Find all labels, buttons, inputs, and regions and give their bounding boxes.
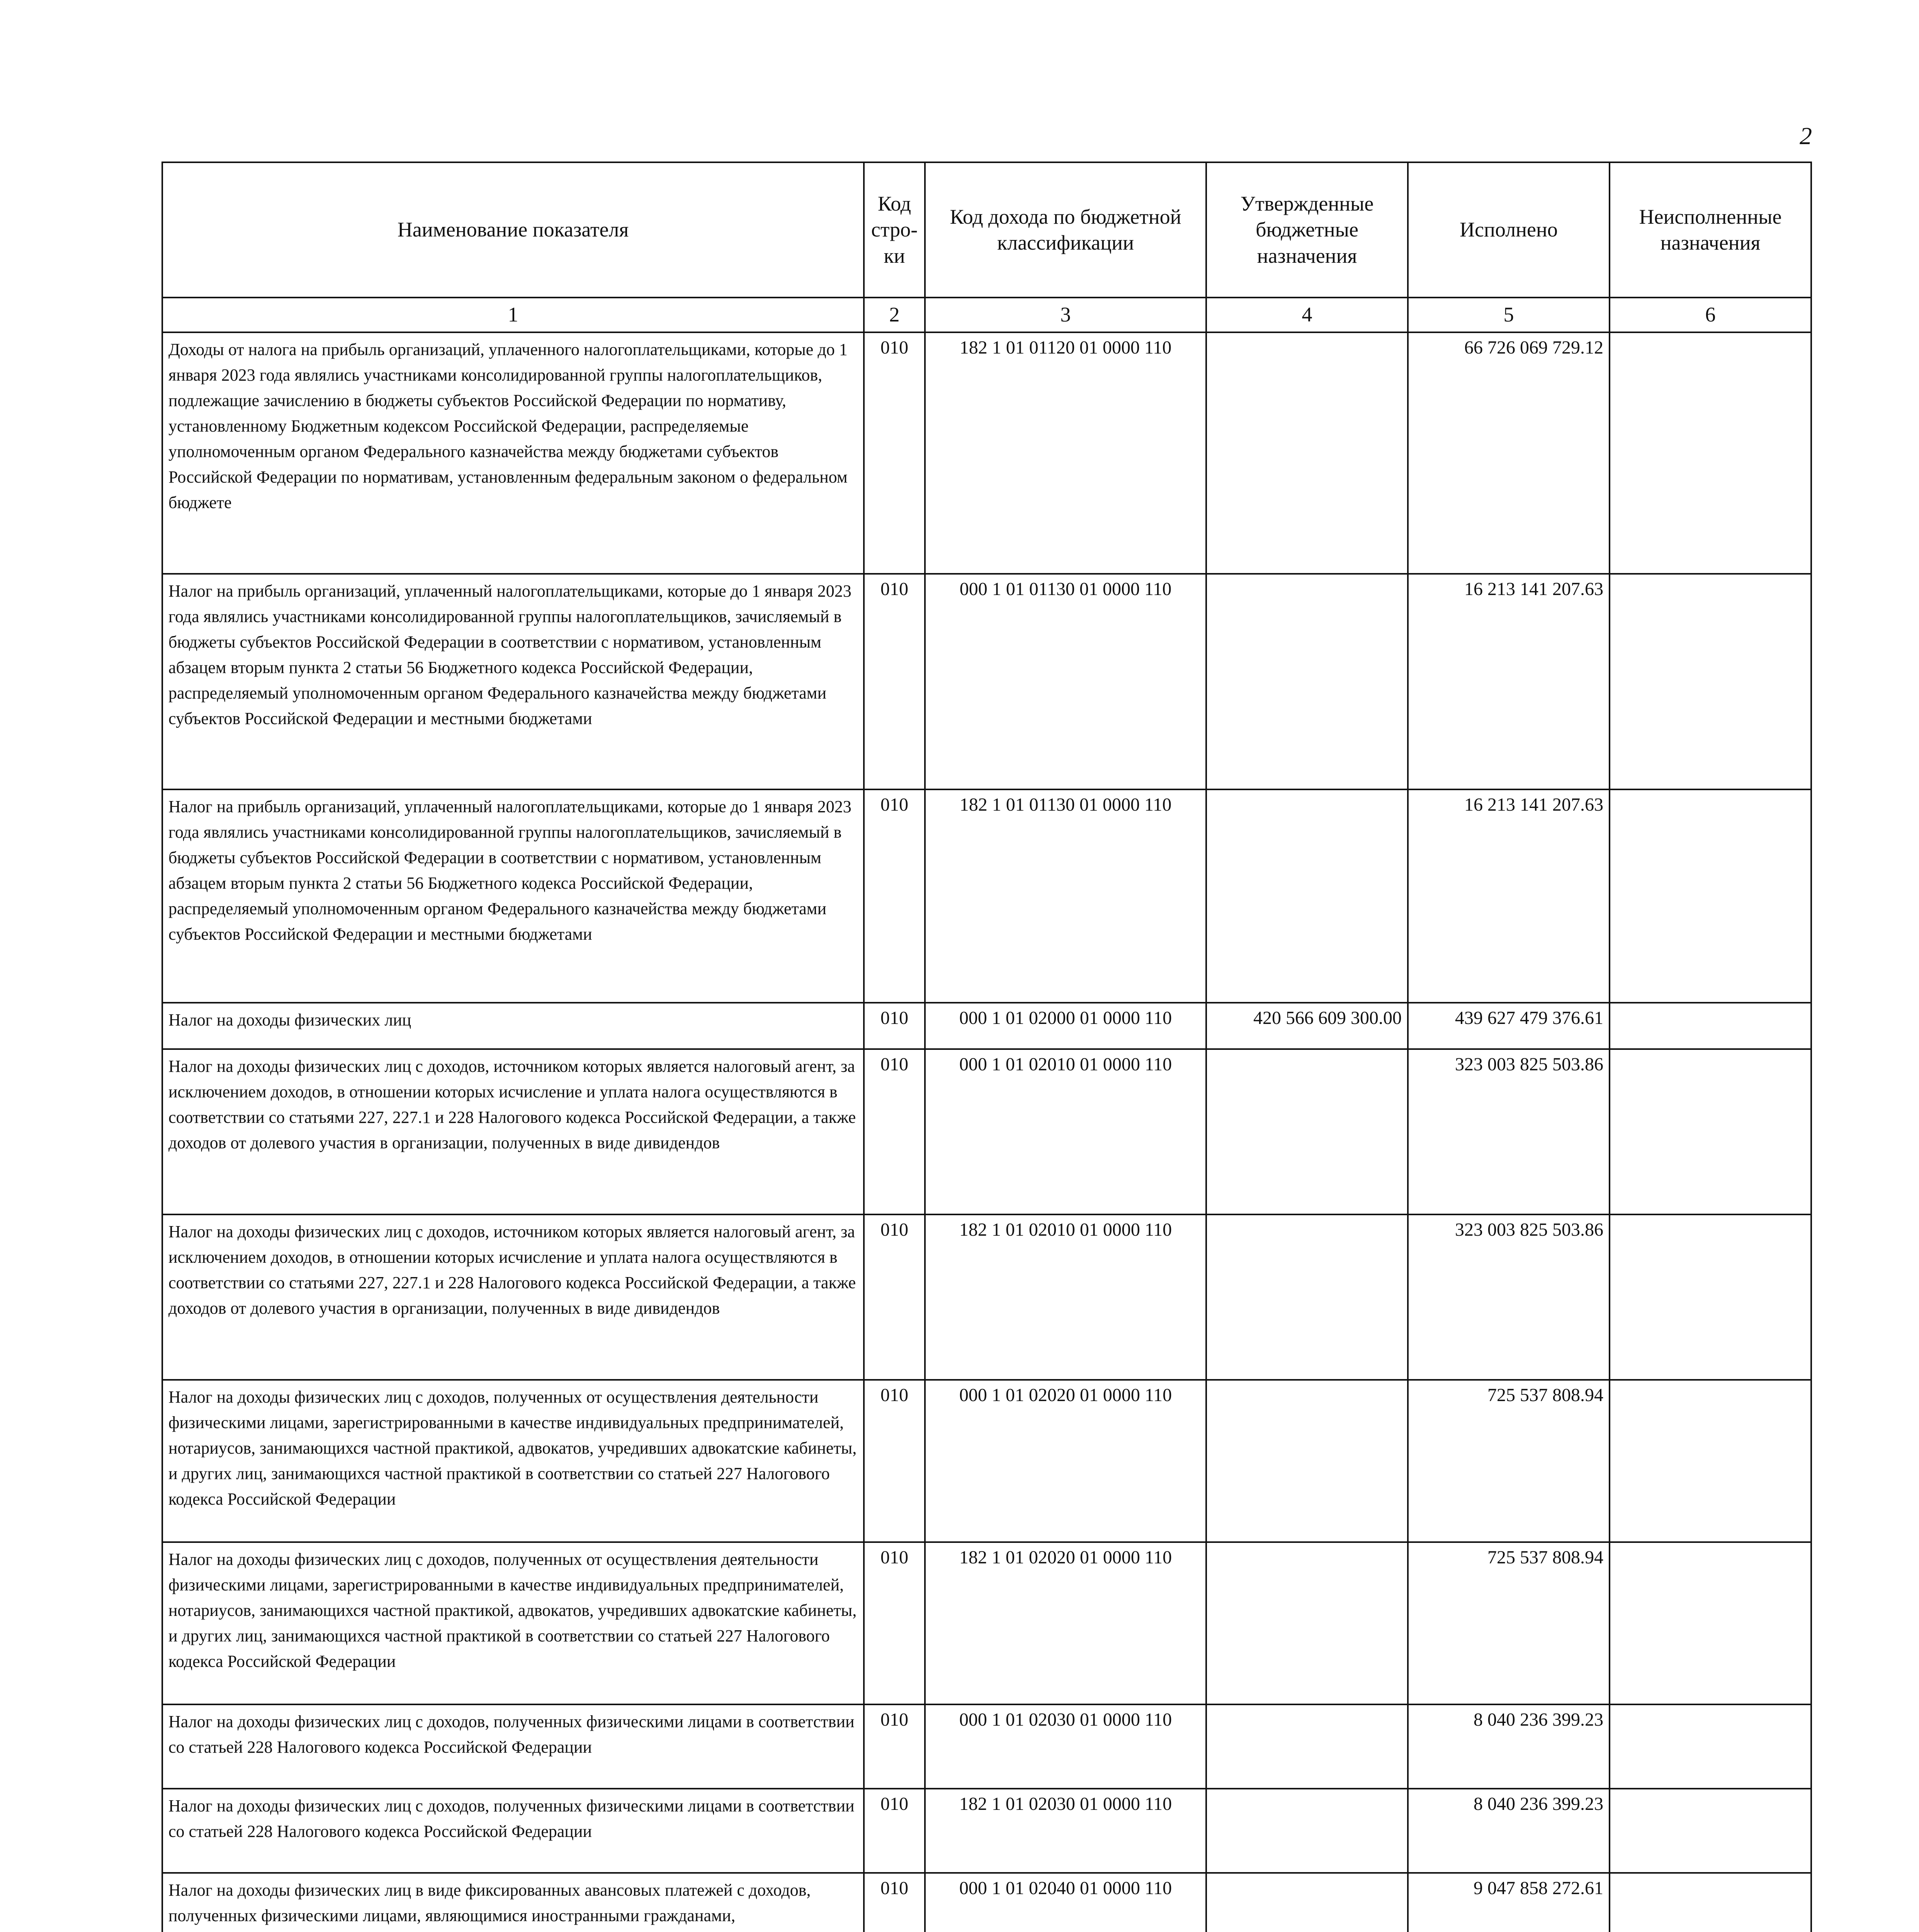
- column-number-row: [162, 298, 1811, 332]
- row-approved: [1206, 332, 1408, 574]
- table-row: [162, 1214, 1811, 1380]
- table-row: [162, 1380, 1811, 1542]
- row-approved: [1206, 1704, 1408, 1789]
- header-name: Наименование показателя: [162, 162, 864, 298]
- column-number: 4: [1206, 298, 1408, 332]
- row-name: Налог на прибыль организаций, уплаченный налогоплательщиками, которые до 1 января 2023 года являлись участниками консолидированной группы налогоплательщиков, зачисляемый в бюджеты субъектов Российской Федерации в соответствии с нормативом, установленным абзацем вторым пункта 2 статьи 56 Бюджетного кодекса Российской Федерации, распределяемый уполномоченным органом Федерального казначейства между бюджетами субъектов Российской Федерации и местными бюджетами: [162, 789, 864, 1003]
- header-unexecuted: Неисполненные назначения: [1610, 162, 1811, 298]
- column-number: 3: [925, 298, 1206, 332]
- row-executed: 66 726 069 729.12: [1408, 332, 1610, 574]
- row-income-code: 000 1 01 02030 01 0000 110: [925, 1704, 1206, 1789]
- row-name: Налог на доходы физических лиц с доходов, источником которых является налоговый агент, за исключением доходов, в отношении которых исчисление и уплата налога осуществляются в соответствии со статьями 227, 227.1 и 228 Налогового кодекса Российской Федерации, а также доходов от долевого участия в организации, полученных в виде дивидендов: [162, 1214, 864, 1380]
- row-line-code: 010: [864, 1789, 925, 1873]
- row-executed: 9 047 858 272.61: [1408, 1873, 1610, 1932]
- row-name: Налог на доходы физических лиц с доходов, источником которых является налоговый агент, за исключением доходов, в отношении которых исчисление и уплата налога осуществляются в соответствии со статьями 227, 227.1 и 228 Налогового кодекса Российской Федерации, а также доходов от долевого участия в организации, полученных в виде дивидендов: [162, 1049, 864, 1214]
- row-approved: [1206, 1049, 1408, 1214]
- row-income-code: 000 1 01 01130 01 0000 110: [925, 574, 1206, 789]
- table-row: [162, 1789, 1811, 1873]
- row-unexecuted: [1610, 1214, 1811, 1380]
- row-unexecuted: [1610, 1704, 1811, 1789]
- row-approved: [1206, 1542, 1408, 1704]
- column-number: 6: [1610, 298, 1811, 332]
- row-income-code: 000 1 01 02040 01 0000 110: [925, 1873, 1206, 1932]
- row-approved: 420 566 609 300.00: [1206, 1003, 1408, 1049]
- row-income-code: 182 1 01 02010 01 0000 110: [925, 1214, 1206, 1380]
- table-row: [162, 574, 1811, 789]
- header-line-code: Код стро-ки: [864, 162, 925, 298]
- row-name: Налог на доходы физических лиц с доходов, полученных от осуществления деятельности физическими лицами, зарегистрированными в качестве индивидуальных предпринимателей, нотариусов, занимающихся частной практикой, адвокатов, учредивших адвокатские кабинеты, и других лиц, занимающихся частной практикой в соответствии со статьей 227 Налогового кодекса Российской Федерации: [162, 1542, 864, 1704]
- column-number: 5: [1408, 298, 1610, 332]
- row-approved: [1206, 1789, 1408, 1873]
- page-number: 2: [1800, 122, 1812, 150]
- table-row: [162, 1542, 1811, 1704]
- row-line-code: 010: [864, 1873, 925, 1932]
- column-number: 2: [864, 298, 925, 332]
- row-unexecuted: [1610, 1542, 1811, 1704]
- row-approved: [1206, 1873, 1408, 1932]
- table-row: [162, 1704, 1811, 1789]
- row-line-code: 010: [864, 1704, 925, 1789]
- row-approved: [1206, 1214, 1408, 1380]
- row-executed: 323 003 825 503.86: [1408, 1049, 1610, 1214]
- row-line-code: 010: [864, 1049, 925, 1214]
- row-line-code: 010: [864, 1214, 925, 1380]
- row-name: Доходы от налога на прибыль организаций, уплаченного налогоплательщиками, которые до 1 января 2023 года являлись участниками консолидированной группы налогоплательщиков, подлежащие зачислению в бюджеты субъектов Российской Федерации по нормативу, установленному Бюджетным кодексом Российской Федерации, распределяемые уполномоченным органом Федерального казначейства между бюджетами субъектов Российской Федерации по нормативам, установленным федеральным законом о федеральном бюджете: [162, 332, 864, 574]
- budget-revenue-table: [161, 162, 1812, 1932]
- table-row: [162, 789, 1811, 1003]
- header-income-code: Код дохода по бюджетной классификации: [925, 162, 1206, 298]
- table-row: [162, 1003, 1811, 1049]
- table-row: [162, 1049, 1811, 1214]
- row-income-code: 182 1 01 01130 01 0000 110: [925, 789, 1206, 1003]
- row-line-code: 010: [864, 332, 925, 574]
- table-row: [162, 1873, 1811, 1932]
- row-line-code: 010: [864, 1380, 925, 1542]
- row-income-code: 182 1 01 02030 01 0000 110: [925, 1789, 1206, 1873]
- header-executed: Исполнено: [1408, 162, 1610, 298]
- row-name: Налог на доходы физических лиц с доходов, полученных физическими лицами в соответствии со статьей 228 Налогового кодекса Российской Федерации: [162, 1789, 864, 1873]
- header-row: [162, 162, 1811, 298]
- row-name: Налог на доходы физических лиц: [162, 1003, 864, 1049]
- row-unexecuted: [1610, 1873, 1811, 1932]
- row-income-code: 000 1 01 02010 01 0000 110: [925, 1049, 1206, 1214]
- row-line-code: 010: [864, 574, 925, 789]
- row-unexecuted: [1610, 332, 1811, 574]
- row-unexecuted: [1610, 574, 1811, 789]
- row-approved: [1206, 1380, 1408, 1542]
- row-executed: 8 040 236 399.23: [1408, 1704, 1610, 1789]
- header-approved: Утвержденные бюджетные назначения: [1206, 162, 1408, 298]
- row-executed: 16 213 141 207.63: [1408, 574, 1610, 789]
- row-unexecuted: [1610, 1049, 1811, 1214]
- row-executed: 16 213 141 207.63: [1408, 789, 1610, 1003]
- row-name: Налог на прибыль организаций, уплаченный налогоплательщиками, которые до 1 января 2023 года являлись участниками консолидированной группы налогоплательщиков, зачисляемый в бюджеты субъектов Российской Федерации в соответствии с нормативом, установленным абзацем вторым пункта 2 статьи 56 Бюджетного кодекса Российской Федерации, распределяемый уполномоченным органом Федерального казначейства между бюджетами субъектов Российской Федерации и местными бюджетами: [162, 574, 864, 789]
- row-unexecuted: [1610, 789, 1811, 1003]
- row-name: Налог на доходы физических лиц с доходов, полученных физическими лицами в соответствии со статьей 228 Налогового кодекса Российской Федерации: [162, 1704, 864, 1789]
- row-approved: [1206, 789, 1408, 1003]
- column-number: 1: [162, 298, 864, 332]
- row-name: Налог на доходы физических лиц в виде фиксированных авансовых платежей с доходов, полученных физическими лицами, являющимися иностранными гражданами,: [162, 1873, 864, 1932]
- row-unexecuted: [1610, 1003, 1811, 1049]
- row-income-code: 182 1 01 02020 01 0000 110: [925, 1542, 1206, 1704]
- row-unexecuted: [1610, 1789, 1811, 1873]
- row-income-code: 000 1 01 02000 01 0000 110: [925, 1003, 1206, 1049]
- row-executed: 323 003 825 503.86: [1408, 1214, 1610, 1380]
- row-name: Налог на доходы физических лиц с доходов, полученных от осуществления деятельности физическими лицами, зарегистрированными в качестве индивидуальных предпринимателей, нотариусов, занимающихся частной практикой, адвокатов, учредивших адвокатские кабинеты, и других лиц, занимающихся частной практикой в соответствии со статьей 227 Налогового кодекса Российской Федерации: [162, 1380, 864, 1542]
- row-executed: 725 537 808.94: [1408, 1380, 1610, 1542]
- row-line-code: 010: [864, 789, 925, 1003]
- row-approved: [1206, 574, 1408, 789]
- row-income-code: 000 1 01 02020 01 0000 110: [925, 1380, 1206, 1542]
- row-executed: 8 040 236 399.23: [1408, 1789, 1610, 1873]
- row-executed: 725 537 808.94: [1408, 1542, 1610, 1704]
- table-row: [162, 332, 1811, 574]
- row-income-code: 182 1 01 01120 01 0000 110: [925, 332, 1206, 574]
- row-line-code: 010: [864, 1542, 925, 1704]
- row-executed: 439 627 479 376.61: [1408, 1003, 1610, 1049]
- row-line-code: 010: [864, 1003, 925, 1049]
- row-unexecuted: [1610, 1380, 1811, 1542]
